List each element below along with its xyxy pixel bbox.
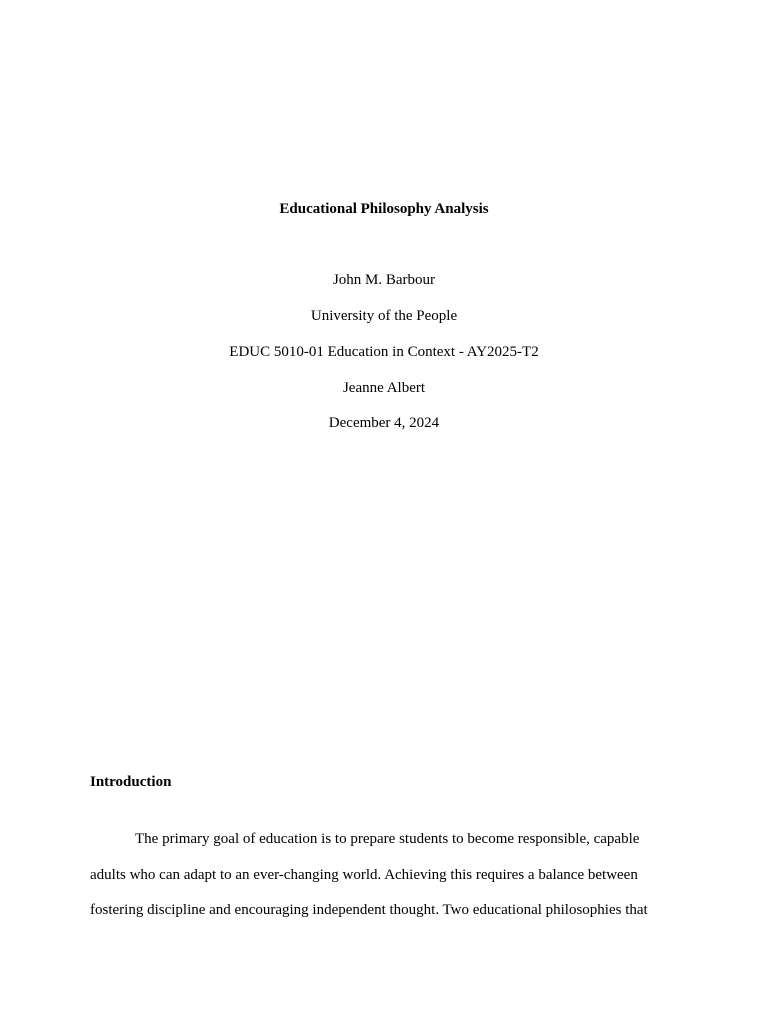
paragraph-line: fostering discipline and encouraging independent thought. Two educational philosophies that — [90, 902, 648, 919]
instructor-name: Jeanne Albert — [342, 380, 426, 396]
institution-name: University of the People — [310, 308, 458, 324]
introduction-paragraph — [90, 822, 690, 929]
paragraph-line: adults who can adapt to an ever-changing world. Achieving this requires a balance between — [90, 866, 638, 883]
paragraph-line: The primary goal of education is to prepare students to become responsible, capable — [135, 831, 640, 847]
document-title: Educational Philosophy Analysis — [279, 201, 489, 217]
submission-date: December 4, 2024 — [328, 415, 440, 431]
section-heading-introduction: Introduction — [90, 774, 172, 790]
course-name: EDUC 5010-01 Education in Context - AY2025-T2 — [229, 344, 539, 360]
author-name: John M. Barbour — [332, 272, 436, 288]
